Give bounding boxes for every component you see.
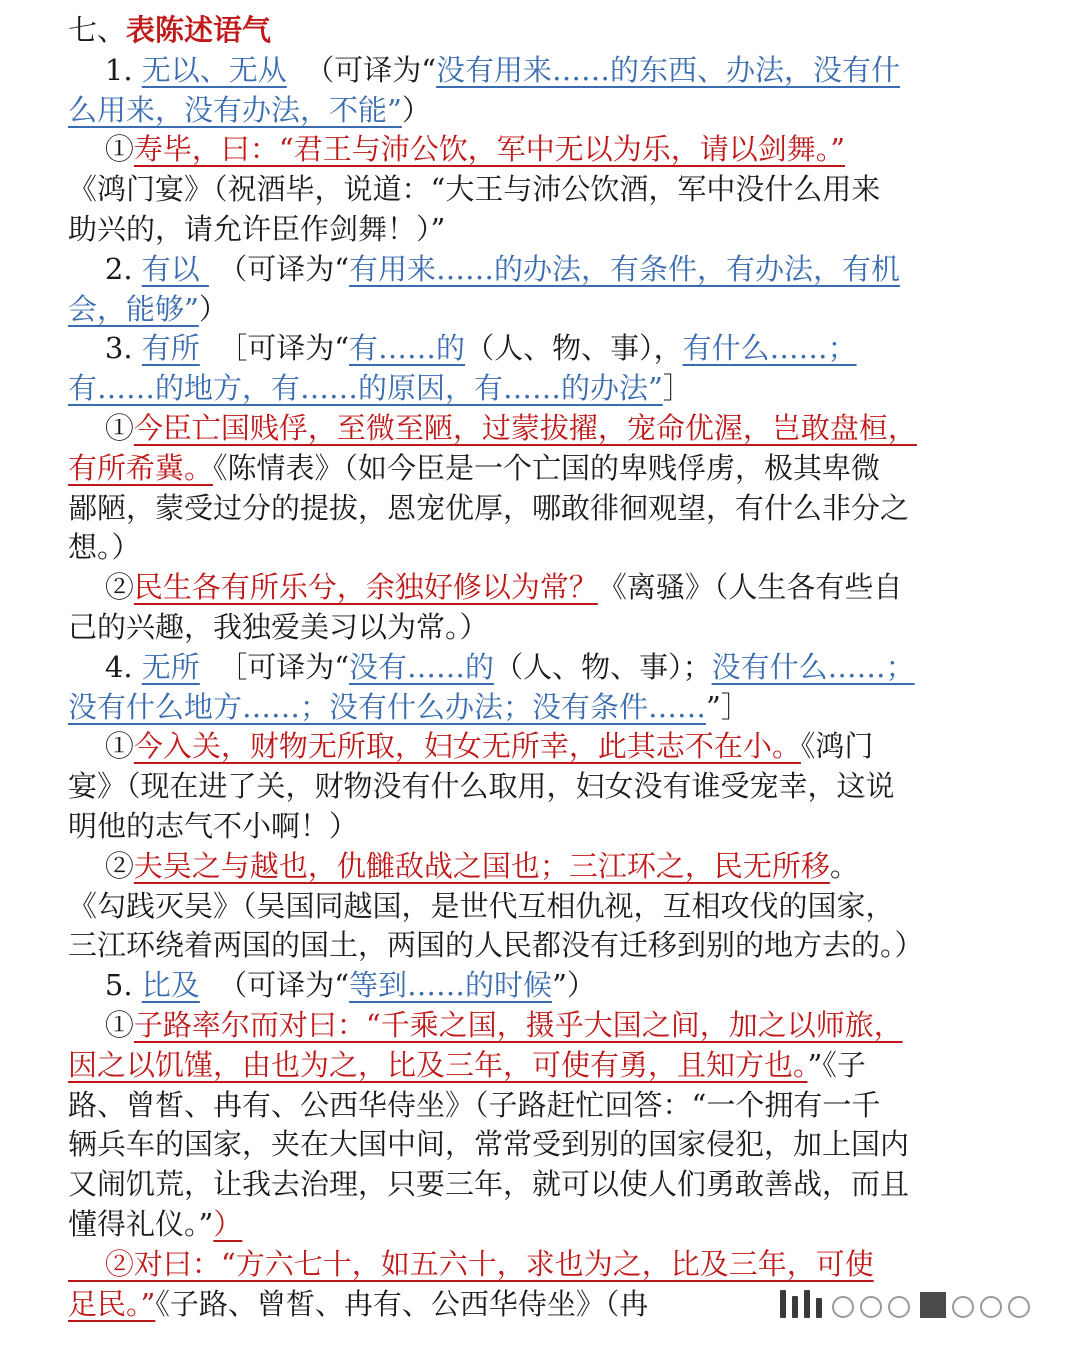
example-sentence: ）: [213, 1207, 243, 1241]
body-text: 想。）: [68, 530, 141, 565]
watermark-logo: [780, 1286, 1050, 1326]
text-line: [0, 328, 1067, 368]
text-line: [0, 1085, 1067, 1125]
body-text: 3.: [68, 331, 142, 366]
body-text: ）: [401, 92, 431, 127]
keyword-translation: 有什么……；: [682, 331, 857, 366]
text-line: [0, 1124, 1067, 1164]
body-text: 2.: [68, 251, 142, 286]
body-text: 5.: [68, 968, 142, 1003]
body-text: 懂得礼仪。”: [68, 1207, 214, 1241]
example-sentence: 有所希冀。: [68, 450, 214, 485]
text-line: [0, 766, 1067, 806]
keyword-translation: 会，能够”: [68, 291, 199, 326]
watermark-circle: [980, 1296, 1002, 1318]
keyword-translation: 没有……的: [349, 649, 495, 684]
body-text: ）: [198, 291, 228, 326]
text-line: [0, 169, 1067, 209]
text-line: [0, 806, 1067, 846]
keyword-translation: 有所: [141, 331, 200, 366]
text-line: [0, 1164, 1067, 1204]
body-text: 又闹饥荒，让我去治理，只要三年，就可以使人们勇敢善战，而且: [68, 1167, 910, 1202]
example-sentence: 今臣亡国贱俘，至微至陋，过蒙拔擢，宠命优渥，岂敢盘桓，: [133, 411, 917, 445]
example-sentence: 夫吴之与越也，仇雠敌战之国也；三江环之，民无所移: [133, 848, 830, 883]
keyword-translation: 有用来……的办法，有条件，有办法，有机: [349, 251, 901, 286]
watermark-bar: [816, 1298, 822, 1318]
text-line: [0, 1045, 1067, 1085]
text-line: [0, 1244, 1067, 1284]
keyword-translation: 有……的: [349, 331, 466, 366]
example-sentence: 今入关，财物无所取，妇女无所幸，此其志不在小。: [133, 729, 801, 764]
keyword-translation: 没有用来……的东西、办法，没有什: [436, 52, 901, 87]
body-text: （可译为“: [286, 52, 437, 87]
keyword-translation: 等到……的时候: [349, 968, 553, 1003]
body-text: ［可译为“: [199, 331, 350, 366]
watermark-circle: [832, 1296, 854, 1318]
body-text: ①: [68, 729, 134, 764]
text-line: [0, 687, 1067, 727]
body-text: 明他的志气不小啊！）: [68, 809, 359, 843]
keyword-translation: 无所: [141, 649, 200, 684]
body-text: 。: [829, 848, 859, 883]
body-text: 宴》（现在进了关，财物没有什么取用，妇女没有谁受宠幸，这说: [68, 769, 895, 804]
watermark-bar: [780, 1290, 786, 1318]
body-text: ”《子: [807, 1047, 866, 1082]
text-line: [0, 567, 1067, 607]
body-text: 路、曾皙、冉有、公西华侍坐》（子路赶忙回答：“一个拥有一千: [68, 1087, 881, 1122]
body-text: （可译为“: [208, 251, 350, 286]
body-text: 《勾践灭吴》（吴国同越国，是世代互相仇视，互相攻伐的国家，: [68, 888, 895, 923]
keyword-translation: 么用来，没有办法，不能”: [68, 92, 402, 127]
text-line: [0, 50, 1067, 90]
body-text: （人、物、事）；: [494, 649, 712, 684]
text-line: [0, 647, 1067, 687]
body-text: 七、: [68, 13, 127, 47]
body-text: 《子路、曾皙、冉有、公西华侍坐》（冉: [155, 1286, 649, 1321]
body-text: 4.: [68, 649, 142, 684]
body-text: ”］: [706, 689, 750, 724]
example-sentence: 民生各有所乐兮，余独好修以为常？: [133, 570, 598, 605]
text-line: [0, 965, 1067, 1005]
keyword-translation: 无以、无从: [141, 52, 287, 87]
body-text: 1.: [68, 52, 142, 87]
text-line: [0, 607, 1067, 647]
text-line: [0, 925, 1067, 965]
watermark-circle: [952, 1296, 974, 1318]
keyword-translation: 没有什么地方……；没有什么办法；没有条件……: [68, 689, 707, 724]
body-text: 助兴的，请允许臣作剑舞！）”: [68, 212, 446, 246]
body-text: ［可译为“: [199, 649, 350, 684]
body-text: 《陈情表》（如今臣是一个亡国的卑贱俘虏，极其卑微: [213, 450, 881, 485]
body-text: ①: [68, 1008, 134, 1042]
body-text: 《离骚》（人生各有些自: [597, 570, 903, 605]
text-line: [0, 129, 1067, 169]
body-text: 《鸿门宴》（祝酒毕，说道：“大王与沛公饮酒，军中没什么用来: [68, 172, 881, 207]
watermark-circle: [888, 1296, 910, 1318]
example-sentence: 子路率尔而对曰：“千乘之国，摄乎大国之间，加之以师旅，: [133, 1008, 903, 1042]
keyword-translation: 没有什么……；: [711, 649, 915, 684]
body-text: 《鸿门: [800, 729, 874, 764]
text-line: [0, 368, 1067, 408]
body-text: 鄙陋，蒙受过分的提拔，恩宠优厚，哪敢徘徊观望，有什么非分之: [68, 490, 910, 525]
body-text: 辆兵车的国家，夹在大国中间，常常受到别的国家侵犯，加上国内: [68, 1127, 910, 1162]
text-line: [0, 846, 1067, 886]
text-line: [0, 90, 1067, 130]
body-text: 己的兴趣，我独爱美习以为常。）: [68, 610, 489, 644]
body-text: （可译为“: [199, 968, 350, 1003]
section-heading: 表陈述语气: [126, 13, 272, 47]
watermark-block: [920, 1292, 946, 1318]
example-sentence: 因之以饥馑，由也为之，比及三年，可使有勇，且知方也。: [68, 1047, 808, 1082]
text-line: [0, 488, 1067, 528]
keyword-translation: 有以: [141, 251, 209, 286]
text-line: [0, 726, 1067, 766]
body-text: ］: [662, 371, 692, 406]
keyword-translation: 比及: [141, 968, 200, 1003]
text-line: [0, 289, 1067, 329]
text-line: [0, 527, 1067, 567]
keyword-translation: 有……的地方，有……的原因，有……的办法”: [68, 371, 663, 406]
text-line: [0, 249, 1067, 289]
text-line: [0, 408, 1067, 448]
example-sentence: 足民。”: [68, 1286, 156, 1321]
example-sentence: ②对曰：“方六七十，如五六十，求也为之，比及三年，可使: [68, 1246, 874, 1281]
text-line: [0, 448, 1067, 488]
body-text: ①: [68, 132, 134, 167]
text-line: [0, 1005, 1067, 1045]
watermark-bar: [792, 1296, 798, 1318]
body-text: ②: [68, 848, 134, 883]
text-line: [0, 209, 1067, 249]
body-text: ②: [68, 570, 134, 605]
body-text: （人、物、事），: [465, 331, 683, 366]
watermark-circle: [860, 1296, 882, 1318]
text-line: [0, 1204, 1067, 1244]
text-line: [0, 10, 1067, 50]
text-line: [0, 886, 1067, 926]
body-text: ”）: [552, 968, 596, 1003]
watermark-circle: [1008, 1296, 1030, 1318]
watermark-bar: [804, 1290, 810, 1318]
body-text: 三江环绕着两国的国土，两国的人民都没有迁移到别的地方去的。）: [68, 928, 924, 963]
example-sentence: 寿毕，曰：“君王与沛公饮，军中无以为乐，请以剑舞。”: [133, 132, 846, 167]
body-text: ①: [68, 411, 134, 445]
